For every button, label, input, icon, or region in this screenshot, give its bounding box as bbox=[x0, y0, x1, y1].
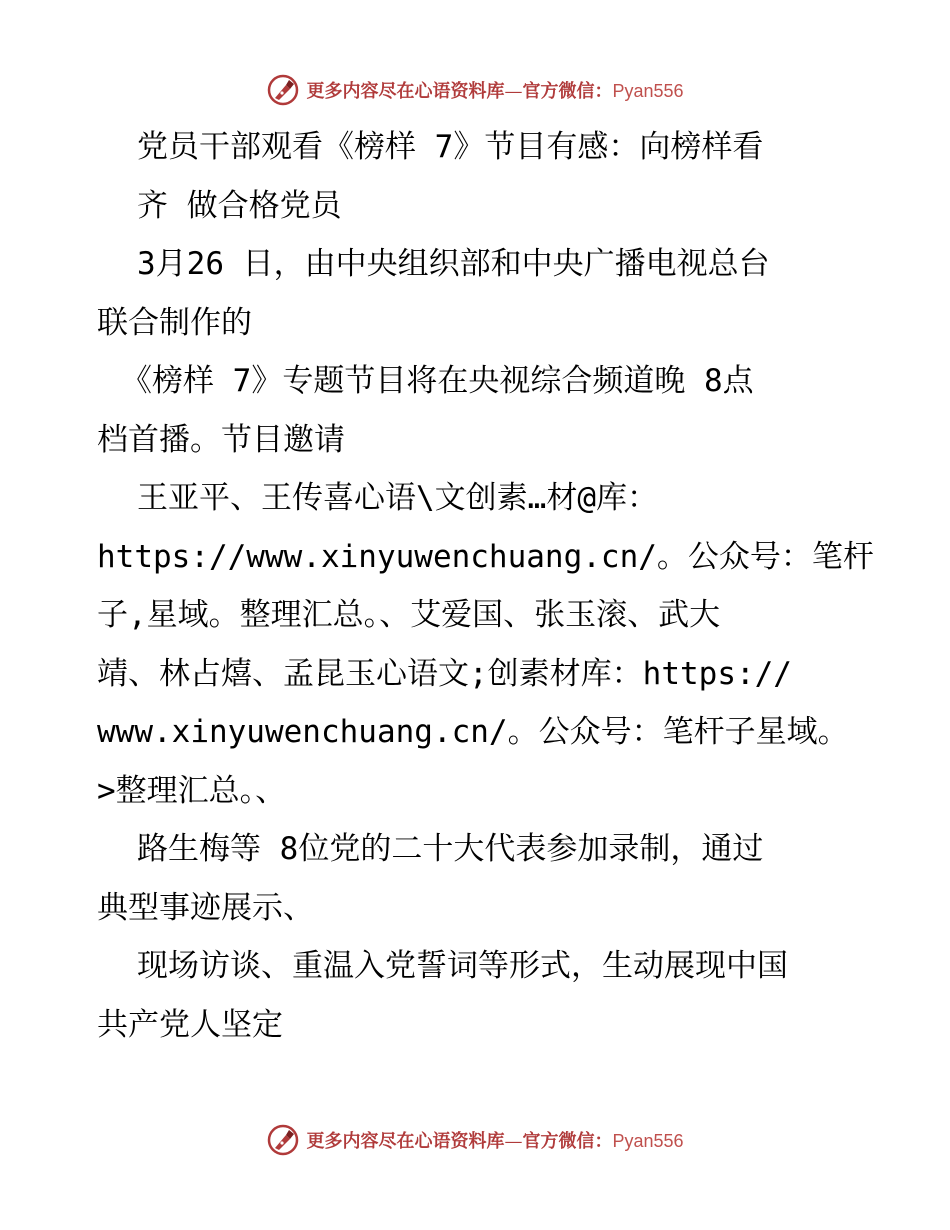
paragraph-line: 王亚平、王传喜心语\文创素…材@库： bbox=[137, 480, 658, 516]
paragraph-line: 典型事迹展示、 bbox=[97, 889, 314, 926]
paragraph-line: 现场访谈、重温入党誓词等形式，生动展现中国 bbox=[137, 948, 788, 984]
banner-main-text: 更多内容尽在心语资料库 bbox=[306, 1131, 505, 1152]
banner-wechat-id: Pyan556 bbox=[612, 81, 684, 101]
header-watermark-banner bbox=[0, 70, 950, 110]
banner-dash: — bbox=[504, 81, 523, 102]
paragraph-line: 共产党人坚定 bbox=[97, 1006, 283, 1043]
document-title-line-1: 党员干部观看《榜样 7》节目有感：向榜样看 bbox=[137, 129, 764, 165]
paragraph-line: 《榜样 7》专题节目将在央视综合频道晚 8点 bbox=[121, 363, 754, 399]
document-body bbox=[97, 118, 874, 1054]
paragraph-line: 3月26 日，由中央组织部和中央广播电视总台 bbox=[137, 246, 770, 282]
banner-text bbox=[306, 77, 683, 103]
footer-watermark-banner bbox=[0, 1120, 950, 1160]
banner-official-label: 官方微信： bbox=[522, 1131, 613, 1152]
banner-main-text: 更多内容尽在心语资料库 bbox=[306, 81, 505, 102]
pen-nib-logo-icon bbox=[266, 1123, 300, 1157]
paragraph-line: 子,星域。整理汇总。、艾爱国、张玉滚、武大 bbox=[97, 597, 721, 633]
paragraph-line: 档首播。节目邀请 bbox=[97, 421, 345, 458]
paragraph-line: 靖、林占熺、孟昆玉心语文;创素材库：https:// bbox=[97, 655, 792, 692]
paragraph-line: >整理汇总。、 bbox=[97, 772, 287, 809]
pen-nib-logo-icon bbox=[266, 73, 300, 107]
paragraph-line: 路生梅等 8位党的二十大代表参加录制，通过 bbox=[137, 831, 764, 867]
paragraph-line: 联合制作的 bbox=[97, 304, 252, 341]
banner-dash: — bbox=[504, 1131, 523, 1152]
document-title-line-2: 齐 做合格党员 bbox=[137, 187, 342, 224]
paragraph-line: https://www.xinyuwenchuang.cn/。公众号：笔杆 bbox=[97, 538, 874, 575]
banner-wechat-id: Pyan556 bbox=[612, 1131, 684, 1151]
banner-official-label: 官方微信： bbox=[522, 81, 613, 102]
banner-text bbox=[306, 1127, 683, 1153]
paragraph-line: www.xinyuwenchuang.cn/。公众号：笔杆子星域。 bbox=[97, 714, 849, 750]
